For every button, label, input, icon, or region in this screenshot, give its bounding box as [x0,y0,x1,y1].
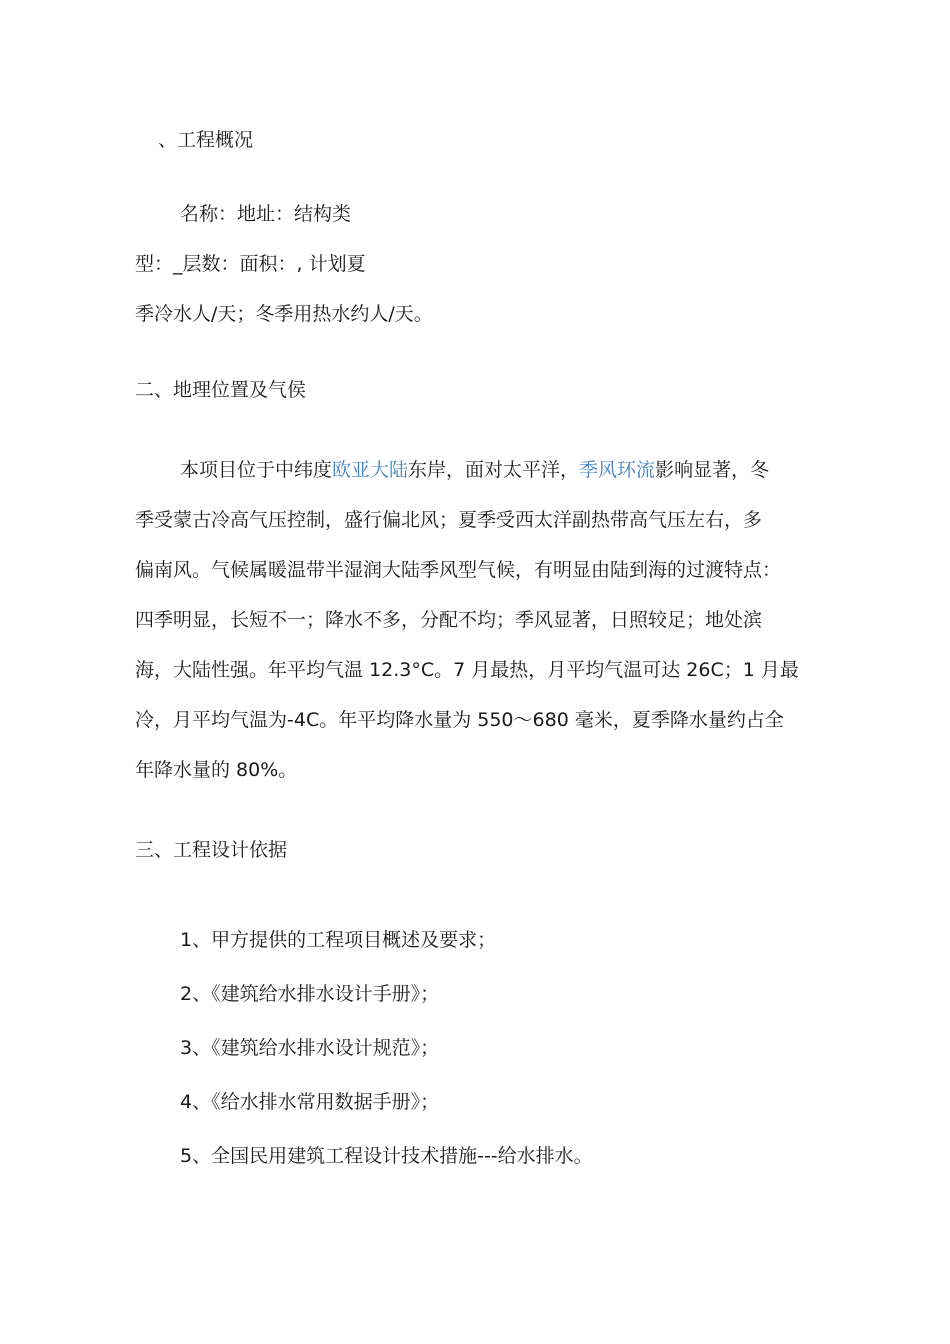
design-basis-item: 3、《建筑给水排水设计规范》； [180,1037,440,1059]
climate-paragraph-line-2: 季受蒙古冷高气压控制，盛行偏北风；夏季受西太洋副热带高气压左右，多 [135,509,763,531]
design-basis-item: 5、全国民用建筑工程设计技术措施---给水排水。 [180,1145,593,1167]
section-3-heading: 三、工程设计依据 [135,839,288,861]
project-info-line-2: 型：_层数：面积：, 计划夏 [135,253,366,275]
climate-paragraph-line-1 [180,458,769,482]
monsoon-link[interactable]: 季风环流 [579,459,656,481]
section-1-heading: 、工程概况 [158,129,254,151]
climate-paragraph-line-5: 海，大陆性强。年平均气温 12.3°C。7 月最热，月平均气温可达 26C；1 月最 [135,659,799,681]
project-info-line-3: 季冷水人/天；冬季用热水约人/天。 [135,303,433,325]
section-2-heading: 二、地理位置及气侯 [135,379,307,401]
project-info-line-1: 名称：地址：结构类 [180,203,352,225]
climate-paragraph-line-7: 年降水量的 80%。 [135,759,298,781]
design-basis-item: 1、甲方提供的工程项目概述及要求； [180,929,497,951]
climate-text-end: 影响显著，冬 [655,459,770,481]
design-basis-item: 4、《给水排水常用数据手册》； [180,1091,440,1113]
eurasia-link[interactable]: 欧亚大陆 [332,459,409,481]
climate-paragraph-line-4: 四季明显，长短不一；降水不多，分配不均；季风显著，日照较足；地处滨 [135,609,763,631]
climate-text-start: 本项目位于中纬度 [180,459,333,481]
climate-paragraph-line-3: 偏南风。气候属暖温带半湿润大陆季风型气候，有明显由陆到海的过渡特点： [135,559,782,581]
climate-text-mid: 东岸，面对太平洋， [408,459,580,481]
design-basis-item: 2、《建筑给水排水设计手册》； [180,983,440,1005]
climate-paragraph-line-6: 冷，月平均气温为-4C。年平均降水量为 550～680 毫米，夏季降水量约占全 [135,709,784,731]
